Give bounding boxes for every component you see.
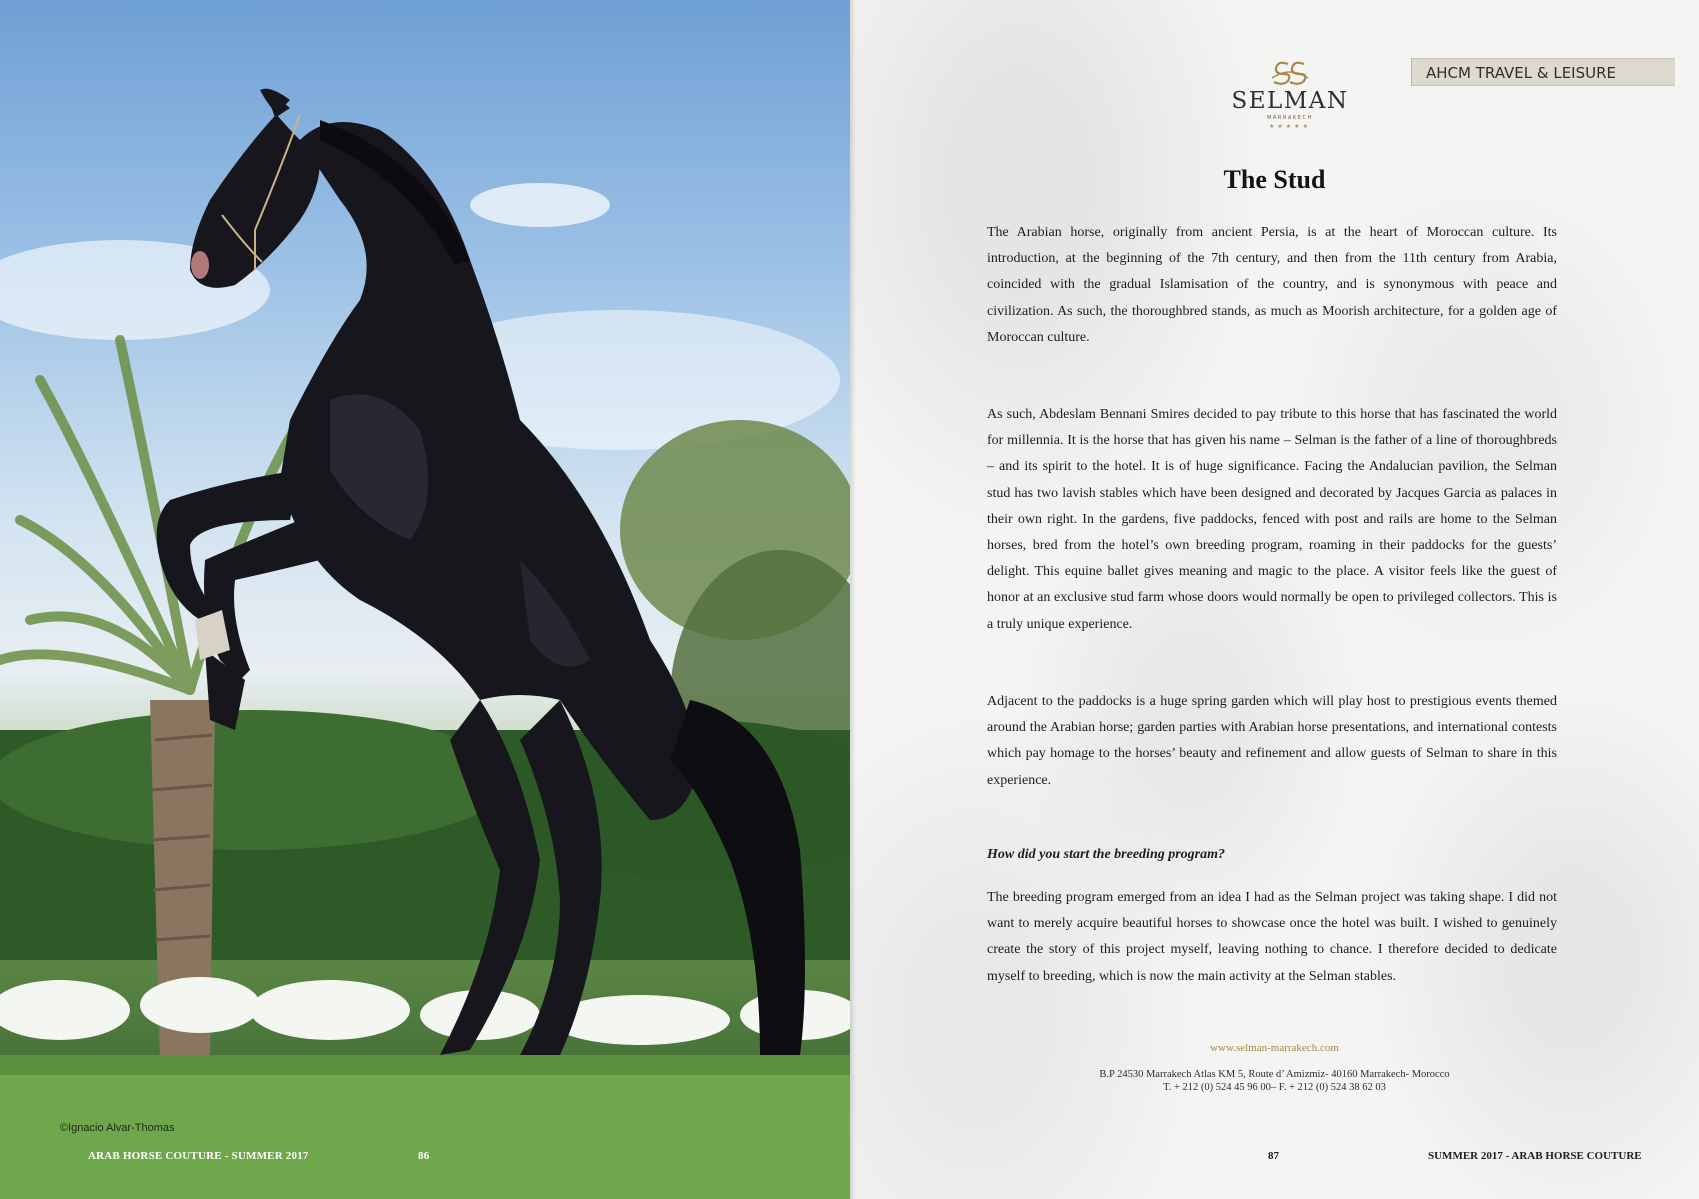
footer-magazine-right: SUMMER 2017 - ARAB HORSE COUTURE xyxy=(1428,1150,1642,1162)
interview-question: How did you start the breeding program? xyxy=(987,847,1226,862)
page-number-left: 86 xyxy=(418,1150,430,1162)
website-link[interactable]: www.selman-marrakech.com xyxy=(1210,1042,1339,1054)
contact-address xyxy=(850,1068,1699,1094)
section-tab: AHCM TRAVEL & LEISURE xyxy=(1411,58,1675,86)
paragraph-2: As such, Abdeslam Bennani Smires decided to pay tribute to this horse that has fascinated the world for millennia. It is the horse that has given his name – Selman is the father of a line of thoroughbreds – and its spirit to the hotel. It is of huge significance. Facing the Andalucian pavilion, the Selman stud has two lavish stables which have been designed and decorated by Jacques Garcia as palaces in their own right. In the gardens, five paddocks, fenced with post and rails are home to the Selman horses, bred from the hotel’s own breeding program, roaming in their paddocks for the guests’ delight. This equine ballet gives meaning and magic to the place. A visitor feels like the guest of honor at an exclusive stud farm whose doors would normally be open to privileged collectors. This is a truly unique experience. xyxy=(987,407,1557,632)
selman-logo xyxy=(1205,58,1375,130)
selman-monogram-icon xyxy=(1268,58,1312,86)
paragraph-3: Adjacent to the paddocks is a huge spring garden which will play host to prestigious events themed around the Arabian horse; garden parties with Arabian horse presentations, and international contests which pay homage to the horses’ beauty and refinement and allow guests of Selman to share in this experience. xyxy=(987,694,1557,788)
article-title: The Stud xyxy=(1223,165,1326,194)
logo-wordmark: SELMAN xyxy=(1231,88,1349,114)
logo-city: MARRAKECH xyxy=(1267,115,1313,121)
photo-credit: ©Ignacio Alvar-Thomas xyxy=(60,1122,175,1134)
right-page-article xyxy=(850,0,1699,1199)
footer-magazine-left: ARAB HORSE COUTURE - SUMMER 2017 xyxy=(88,1150,309,1162)
address-line-1: B.P 24530 Marrakech Atlas KM 5, Route d’ Amizmiz- 40160 Marrakech- Morocco xyxy=(1099,1069,1450,1080)
page-number-right: 87 xyxy=(1268,1150,1279,1162)
logo-stars: ★★★★★ xyxy=(1269,123,1311,130)
paragraph-1: The Arabian horse, originally from ancient Persia, is at the heart of Moroccan culture. Its introduction, at the beginning of the 7th century, and then from the 11th century from Arabia, coincided with the gradual Islamisation of the country, and is synonymous with peace and civilization. As such, the thoroughbred stands, as much as Moorish architecture, for a golden age of Moroccan culture. xyxy=(987,225,1557,345)
address-line-2: T. + 212 (0) 524 45 96 00– F. + 212 (0) 524 38 62 03 xyxy=(1163,1082,1386,1093)
interview-answer: The breeding program emerged from an idea I had as the Selman project was taking shape. I did not want to merely acquire beautiful horses to showcase once the hotel was built. I wished to genuinely create the story of this project myself, leaving nothing to chance. I therefore decided to dedicate myself to breeding, which is now the main activity at the Selman stables. xyxy=(987,890,1557,984)
